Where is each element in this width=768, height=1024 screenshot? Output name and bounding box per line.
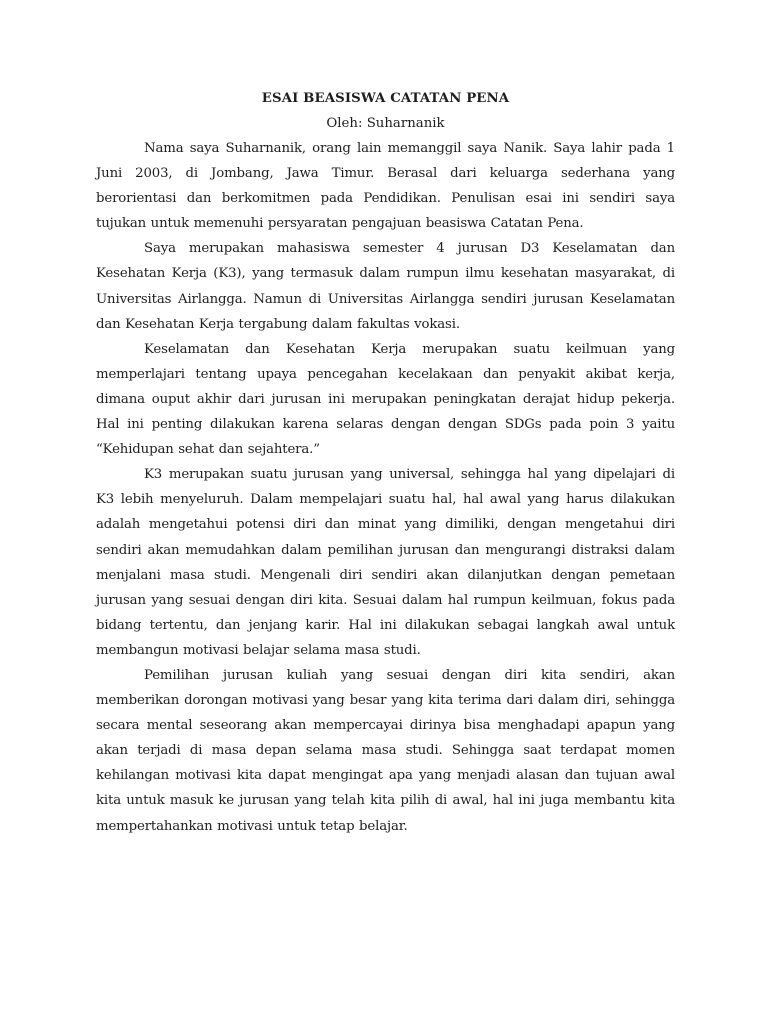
document-title: ESAI BEASISWA CATATAN PENA	[261, 91, 510, 106]
author-line: Oleh: Suharnanik	[326, 116, 445, 131]
paragraph-2: Saya merupakan mahasiswa semester 4 jurusan D3 Keselamatan dan Kesehatan Kerja (K3), yang termasuk dalam rumpun ilmu kesehatan masyarakat, di Universitas Airlangga. Namun di Universitas Airlangga sendiri jurusan Keselamatan dan Kesehatan Kerja tergabung dalam fakultas vokasi.	[96, 241, 675, 332]
paragraph-4: K3 merupakan suatu jurusan yang universal, sehingga hal yang dipelajari di K3 lebih menyeluruh. Dalam mempelajari suatu hal, hal awal yang harus dilakukan adalah mengetahui potensi diri dan minat yang dimiliki, dengan mengetahui diri sendiri akan memudahkan dalam pemilihan jurusan dan mengurangi distraksi dalam menjalani masa studi. Mengenali diri sendiri akan dilanjutkan dengan pemetaan jurusan yang sesuai dengan diri kita. Sesuai dalam hal rumpun keilmuan, fokus pada bidang tertentu, dan jenjang karir. Hal ini dilakukan sebagai langkah awal untuk membangun motivasi belajar selama masa studi.	[96, 467, 675, 658]
paragraph-1: Nama saya Suharnanik, orang lain memanggil saya Nanik. Saya lahir pada 1 Juni 2003, di Jombang, Jawa Timur. Berasal dari keluarga sederhana yang berorientasi dan berkomitmen pada Pendidikan. Penulisan esai ini sendiri saya tujukan untuk memenuhi persyaratan pengajuan beasiswa Catatan Pena.	[96, 141, 675, 232]
paragraph-3: Keselamatan dan Kesehatan Kerja merupakan suatu keilmuan yang memperlajari tentang upaya pencegahan kecelakaan dan penyakit akibat kerja, dimana ouput akhir dari jurusan ini merupakan peningkatan derajat hidup pekerja. Hal ini penting dilakukan karena selaras dengan dengan SDGs pada poin 3 yaitu “Kehidupan sehat dan sejahtera.”	[96, 341, 675, 458]
paragraph-5: Pemilihan jurusan kuliah yang sesuai dengan diri kita sendiri, akan memberikan dorongan motivasi yang besar yang kita terima dari dalam diri, sehingga secara mental seseorang akan mempercayai dirinya bisa menghadapi apapun yang akan terjadi di masa depan selama masa studi. Sehingga saat terdapat momen kehilangan motivasi kita dapat mengingat apa yang menjadi alasan dan tujuan awal kita untuk masuk ke jurusan yang telah kita pilih di awal, hal ini juga membantu kita mempertahankan motivasi untuk tetap belajar.	[96, 667, 675, 834]
document-body	[96, 136, 675, 839]
